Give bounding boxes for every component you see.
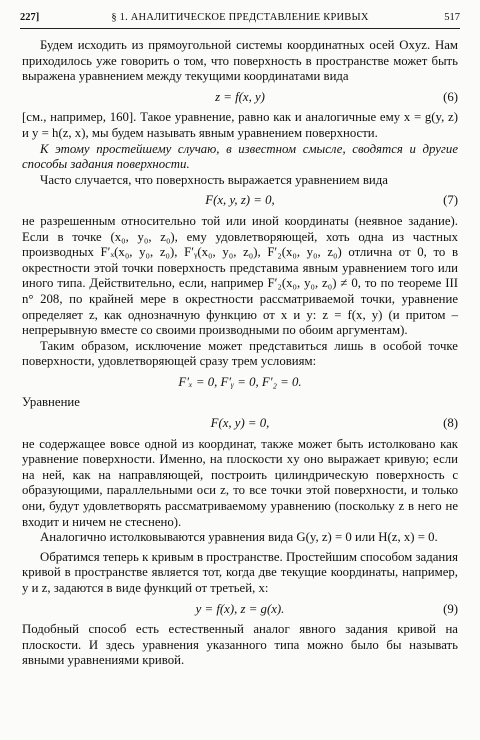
section-title: § 1. АНАЛИТИЧЕСКОЕ ПРЕДСТАВЛЕНИЕ КРИВЫХ [111,12,369,23]
equation-7 [22,193,458,209]
paragraph: Обратимся теперь к кривым в пространстве. Простейшим способом задания кривой в пространстве является тот, когда две текущие координаты, например, y и z, задаются в виде функций от третьей, x: [22,549,458,595]
equation-text: F(x, y, z) = 0, [205,193,275,208]
equation-text: z = f(x, y) [215,89,265,104]
equation-text: F(x, y) = 0, [210,416,270,431]
paragraph: Подобный способ есть естественный аналог явного задания кривой на плоскости. И здесь уравнения указанного типа можно было бы называть явными уравнениями кривой. [22,622,458,668]
paragraph: не содержащее вовсе одной из координат, также может быть истолковано как уравнение поверхности. Именно, на плоскости xy оно выражает кривую; если на ней, как на направляющей, построить цилиндрическую поверхность с образующими, параллельными оси z, то все точки этой поверхности, и только они, будут удовлетворять рассматриваемому уравнению (поскольку z в него не входит и ничем не стеснено). [22,436,458,529]
conditions-equation [22,375,458,391]
page-number-right: 517 [444,12,460,23]
equation-6 [22,90,458,106]
paragraph: Будем исходить из прямоугольной системы координатных осей Oxyz. Нам приходилось уже говорить о том, что поверхность в пространстве может быть выражена уравнением между текущими координатами вида [22,38,458,84]
equation-number: (7) [443,193,458,208]
equation-8 [22,416,458,432]
equation-number: (6) [443,89,458,104]
page-number-left: 227] [20,12,40,23]
equation-9 [22,602,458,618]
italic-paragraph: К этому простейшему случаю, в известном смысле, сводятся и другие способы задания поверхности. [22,141,458,172]
label-equation: Уравнение [22,395,80,410]
paragraph: [см., например, 160]. Такое уравнение, равно как и аналогичные ему x = g(y, z) и y = h(z, x), мы будем называть явным уравнением поверхности. [22,110,458,140]
equation-number: (9) [443,601,458,616]
paragraph: не разрешенным относительно той или иной координаты (неявное задание). Если в точке (x₀, y₀, z₀), ему удовлетворяющей, хоть одна из частных производных F′ₓ(x₀, y₀, z₀), F′ᵧ(x₀, y₀, z₀), F′₂(x₀, y₀, z₀) отлична от 0, то в окрестности этой точки поверхность представима явным уравнением того или иного типа. Действительно, если, например F′₂(x₀, y₀, z₀) ≠ 0, то по теореме III n° 208, по крайней мере в окрестности рассматриваемой точки, уравнение определяет z, как однозначную функцию от x и y: z = f(x, y) (и притом – непрерывную вместе со своими производными по обоим аргументам). [22,213,458,338]
paragraph: Часто случается, что поверхность выражается уравнением вида [40,172,388,187]
paragraph: Таким образом, исключение может представиться лишь в особой точке поверхности, удовлетворяющей сразу трем условиям: [22,338,458,369]
paragraph: Аналогично истолковываются уравнения вида G(y, z) = 0 или H(z, x) = 0. [40,530,438,545]
equation-text: y = f(x), z = g(x). [195,601,285,616]
equation-text: F′ₓ = 0, F′ᵧ = 0, F′₂ = 0. [178,374,302,389]
running-header [20,10,460,29]
equation-number: (8) [443,416,458,431]
page-body [22,38,458,669]
